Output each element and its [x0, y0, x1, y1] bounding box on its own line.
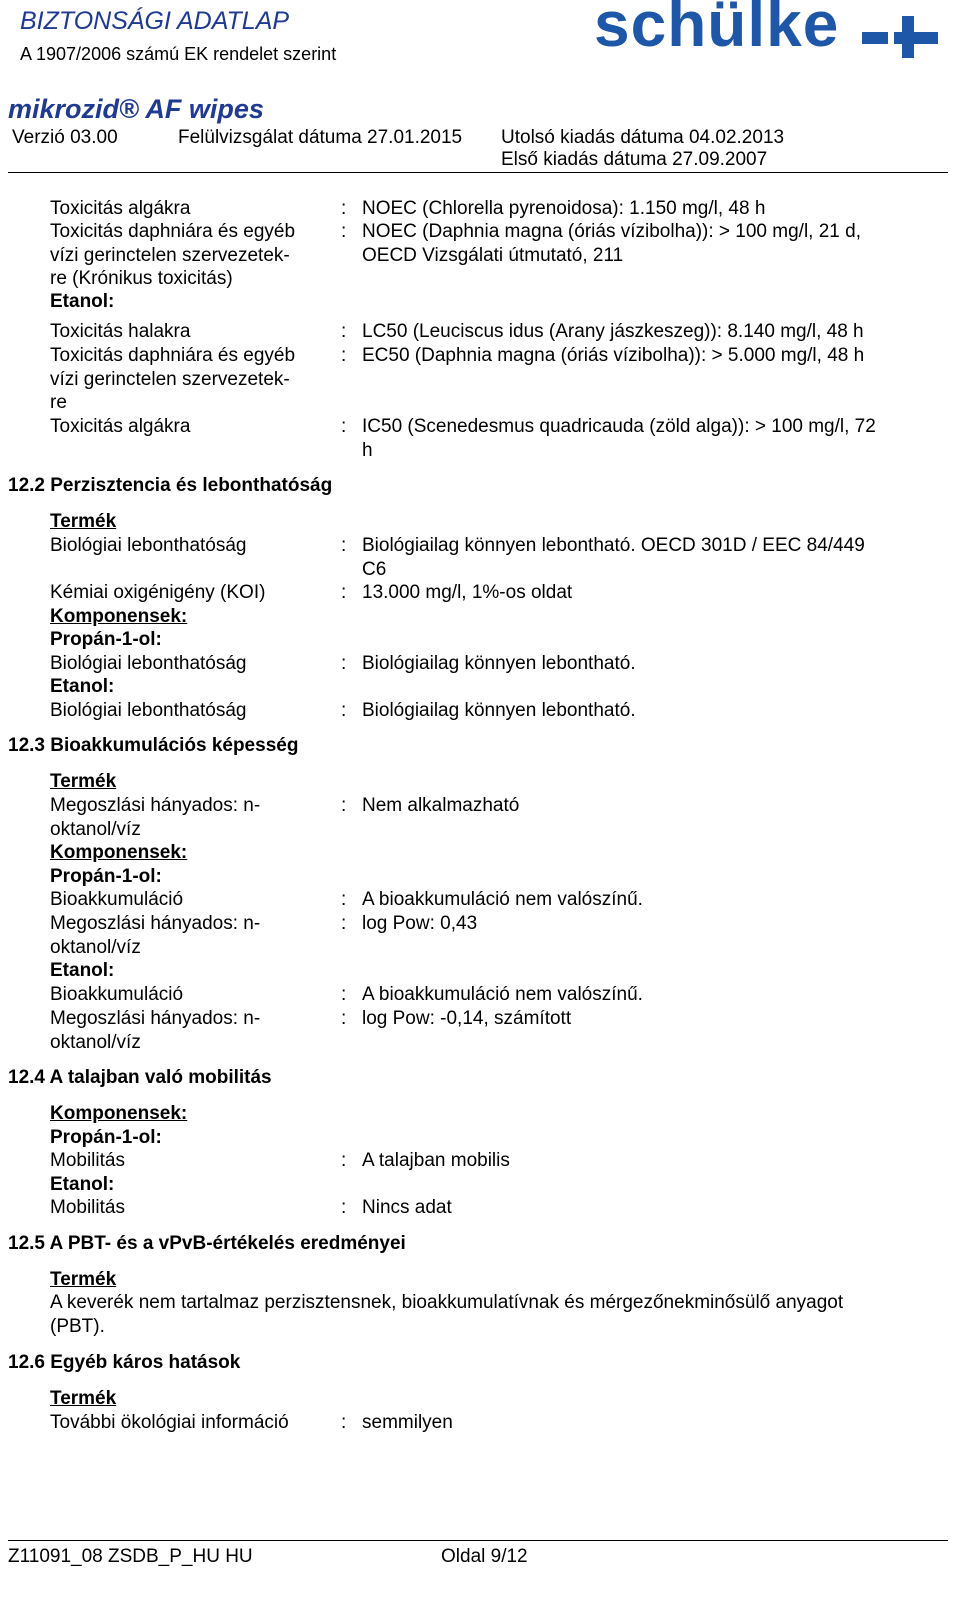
- pbt-statement: [50, 1291, 930, 1338]
- value: [362, 220, 922, 267]
- label: További ökológiai információ: [50, 1412, 289, 1433]
- label-line: oktanol/víz: [50, 818, 141, 840]
- etanol-heading: Etanol:: [50, 1174, 115, 1195]
- product-heading: Termék: [50, 771, 117, 792]
- colon: :: [341, 582, 347, 603]
- value: Biológiailag könnyen lebontható.: [362, 653, 636, 674]
- label: [50, 344, 330, 415]
- label: [50, 1007, 330, 1054]
- etanol-heading: Etanol:: [50, 676, 115, 697]
- product-heading: Termék: [50, 511, 117, 532]
- value: A talajban mobilis: [362, 1150, 510, 1171]
- value: NOEC (Chlorella pyrenoidosa): 1.150 mg/l, 48 h: [362, 198, 766, 219]
- footer-divider: [8, 1540, 948, 1541]
- components-heading: Komponensek:: [50, 842, 188, 863]
- statement-line: (PBT).: [50, 1315, 105, 1337]
- section-12-5-title: 12.5 A PBT- és a vPvB-értékelés eredményei: [8, 1233, 406, 1254]
- value: A bioakkumuláció nem valószínű.: [362, 984, 643, 1005]
- product-name: mikrozid® AF wipes: [8, 94, 264, 124]
- product-heading: Termék: [50, 1269, 117, 1290]
- document-id: Z11091_08 ZSDB_P_HU HU: [8, 1546, 253, 1567]
- label: Toxicitás algákra: [50, 416, 191, 437]
- colon: :: [341, 984, 347, 1005]
- colon: :: [341, 700, 347, 721]
- label-line: oktanol/víz: [50, 936, 141, 958]
- label: [50, 220, 330, 291]
- colon: :: [341, 535, 347, 556]
- label-line: vízi gerinctelen szervezetek-: [50, 368, 290, 390]
- document-title: BIZTONSÁGI ADATLAP: [20, 7, 290, 35]
- colon: :: [341, 653, 347, 674]
- revision-date: Felülvizsgálat dátuma 27.01.2015: [178, 127, 463, 148]
- product-heading: Termék: [50, 1388, 117, 1409]
- colon: :: [341, 889, 347, 910]
- colon: :: [341, 321, 347, 342]
- label: Mobilitás: [50, 1150, 125, 1171]
- value-line: C6: [362, 558, 387, 580]
- section-12-6-title: 12.6 Egyéb káros hatások: [8, 1352, 241, 1373]
- regulation-line: A 1907/2006 számú EK rendelet szerint: [20, 44, 337, 64]
- label-line: oktanol/víz: [50, 1031, 141, 1053]
- label-line: Megoszlási hányados: n-: [50, 1008, 261, 1029]
- section-12-3-title: 12.3 Bioakkumulációs képesség: [8, 735, 299, 756]
- colon: :: [341, 913, 347, 934]
- label-line: re (Krónikus toxicitás): [50, 268, 233, 289]
- value-line: OECD Vizsgálati útmutató, 211: [362, 244, 624, 266]
- value: Nincs adat: [362, 1197, 452, 1218]
- value: EC50 (Daphnia magna (óriás vízibolha)): > 5.000 mg/l, 48 h: [362, 345, 865, 366]
- value: Biológiailag könnyen lebontható.: [362, 700, 636, 721]
- label: Bioakkumuláció: [50, 984, 184, 1005]
- value: log Pow: 0,43: [362, 913, 478, 934]
- colon: :: [341, 221, 347, 242]
- value: [362, 534, 922, 581]
- label: [50, 794, 330, 841]
- propanol-heading: Propán-1-ol:: [50, 866, 162, 887]
- last-issue-date: Utolsó kiadás dátuma 04.02.2013: [501, 127, 785, 148]
- label: Toxicitás halakra: [50, 321, 191, 342]
- label-line: Megoszlási hányados: n-: [50, 795, 261, 816]
- colon: :: [341, 1150, 347, 1171]
- value: semmilyen: [362, 1412, 453, 1433]
- propanol-heading: Propán-1-ol:: [50, 629, 162, 650]
- label: Bioakkumuláció: [50, 889, 184, 910]
- value-line: h: [362, 439, 373, 461]
- header-divider: [8, 172, 948, 173]
- brand-mark-icon: [860, 14, 940, 60]
- first-issue-date: Első kiadás dátuma 27.09.2007: [501, 149, 768, 170]
- section-12-4-title: 12.4 A talajban való mobilitás: [8, 1067, 272, 1088]
- value: LC50 (Leuciscus idus (Arany jászkeszeg)): 8.140 mg/l, 48 h: [362, 321, 864, 342]
- label-line: re: [50, 392, 67, 413]
- section-12-2-title: 12.2 Perzisztencia és lebonthatóság: [8, 475, 333, 496]
- value: [362, 415, 922, 462]
- components-heading: Komponensek:: [50, 1103, 188, 1124]
- colon: :: [341, 416, 347, 437]
- label-line: Megoszlási hányados: n-: [50, 913, 261, 934]
- label: Biológiai lebonthatóság: [50, 535, 247, 556]
- value-line: Biológiailag könnyen lebontható. OECD 301D / EEC 84/449: [362, 535, 865, 556]
- colon: :: [341, 1008, 347, 1029]
- label-line: Toxicitás daphniára és egyéb: [50, 221, 296, 242]
- colon: :: [341, 795, 347, 816]
- brand-name: schülke: [594, 0, 840, 60]
- statement-line: A keverék nem tartalmaz perzisztensnek, bioakkumulatívnak és mérgezőnekminősülő anyagot: [50, 1292, 844, 1313]
- label: Kémiai oxigénigény (KOI): [50, 582, 266, 603]
- value-line: IC50 (Scenedesmus quadricauda (zöld alga)): > 100 mg/l, 72: [362, 416, 876, 437]
- colon: :: [341, 1412, 347, 1433]
- propanol-heading: Propán-1-ol:: [50, 1127, 162, 1148]
- colon: :: [341, 198, 347, 219]
- etanol-heading: Etanol:: [50, 960, 115, 981]
- components-heading: Komponensek:: [50, 606, 188, 627]
- value: Nem alkalmazható: [362, 795, 520, 816]
- value-line: NOEC (Daphnia magna (óriás vízibolha)): > 100 mg/l, 21 d,: [362, 221, 861, 242]
- label-line: Toxicitás daphniára és egyéb: [50, 345, 296, 366]
- label-line: vízi gerinctelen szervezetek-: [50, 244, 290, 266]
- value: A bioakkumuláció nem valószínű.: [362, 889, 643, 910]
- colon: :: [341, 345, 347, 366]
- label: Biológiai lebonthatóság: [50, 700, 247, 721]
- page-number: Oldal 9/12: [441, 1546, 528, 1567]
- label: Toxicitás algákra: [50, 198, 191, 219]
- label: Mobilitás: [50, 1197, 125, 1218]
- colon: :: [341, 1197, 347, 1218]
- value: log Pow: -0,14, számított: [362, 1008, 572, 1029]
- label: [50, 912, 330, 959]
- label: Biológiai lebonthatóság: [50, 653, 247, 674]
- version: Verzió 03.00: [12, 127, 118, 148]
- value: 13.000 mg/l, 1%-os oldat: [362, 582, 573, 603]
- etanol-heading: Etanol:: [50, 291, 115, 312]
- brand-logo: [594, 0, 944, 66]
